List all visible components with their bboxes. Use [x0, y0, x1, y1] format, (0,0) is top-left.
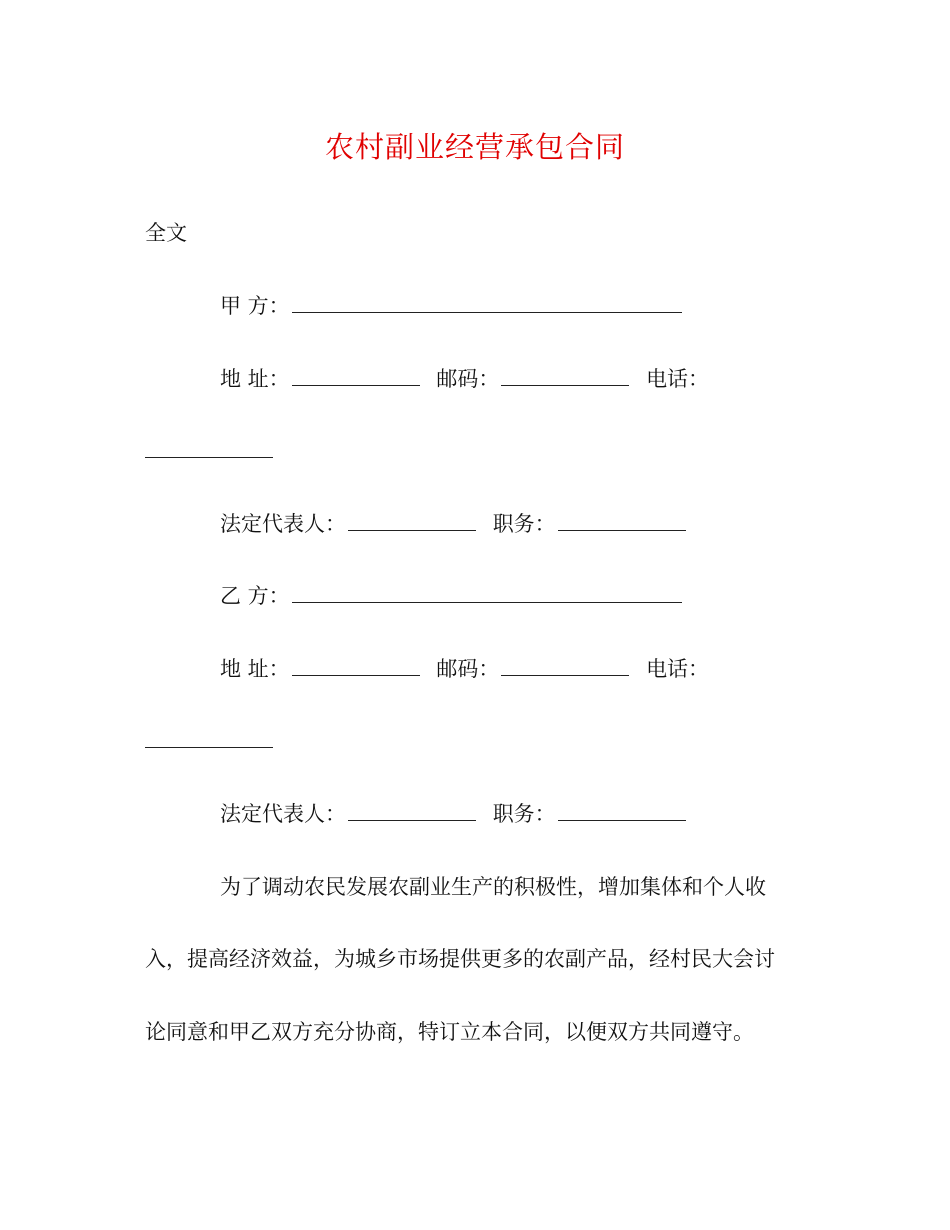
- party-a-phone-blank: [145, 437, 273, 458]
- party-a-postcode-blank: [501, 365, 629, 386]
- party-a-phone-label: 电话：: [646, 367, 710, 391]
- preamble-line-3: 论同意和甲乙双方充分协商，特订立本合同，以便双方共同遵守。: [145, 1020, 754, 1044]
- preamble-line-1: 为了调动农民发展农副业生产的积极性，增加集体和个人收: [220, 875, 766, 899]
- party-a-position-label: 职务：: [492, 512, 556, 536]
- party-a-name-blank: [292, 292, 682, 313]
- section-label: 全文: [145, 221, 187, 245]
- party-b-name-label: 乙 方：: [220, 584, 290, 608]
- party-b-position-label: 职务：: [492, 802, 556, 826]
- party-a-rep-label: 法定代表人：: [220, 512, 346, 536]
- party-a-rep-row: [220, 509, 696, 539]
- party-a-phone-row: [145, 436, 283, 466]
- party-b-phone-row: [145, 726, 283, 756]
- party-b-postcode-blank: [501, 655, 629, 676]
- party-b-phone-blank: [145, 727, 273, 748]
- preamble-line-2: 入，提高经济效益，为城乡市场提供更多的农副产品，经村民大会讨: [145, 947, 775, 971]
- party-a-position-blank: [558, 510, 686, 531]
- party-b-position-blank: [558, 800, 686, 821]
- party-b-name-row: [220, 581, 692, 611]
- party-a-address-label: 地 址：: [220, 367, 290, 391]
- party-a-postcode-label: 邮码：: [436, 367, 500, 391]
- party-b-rep-blank: [348, 800, 476, 821]
- party-a-rep-blank: [348, 510, 476, 531]
- party-b-phone-label: 电话：: [646, 657, 710, 681]
- party-b-postcode-label: 邮码：: [436, 657, 500, 681]
- party-b-address-row: [220, 654, 709, 684]
- party-b-address-blank: [292, 655, 420, 676]
- party-a-name-row: [220, 291, 692, 321]
- party-a-address-row: [220, 364, 709, 394]
- party-a-address-blank: [292, 365, 420, 386]
- document-title: 农村副业经营承包合同: [324, 130, 625, 164]
- party-b-name-blank: [292, 582, 682, 603]
- party-b-rep-row: [220, 799, 696, 829]
- party-b-rep-label: 法定代表人：: [220, 802, 346, 826]
- party-b-address-label: 地 址：: [220, 657, 290, 681]
- party-a-name-label: 甲 方：: [220, 294, 290, 318]
